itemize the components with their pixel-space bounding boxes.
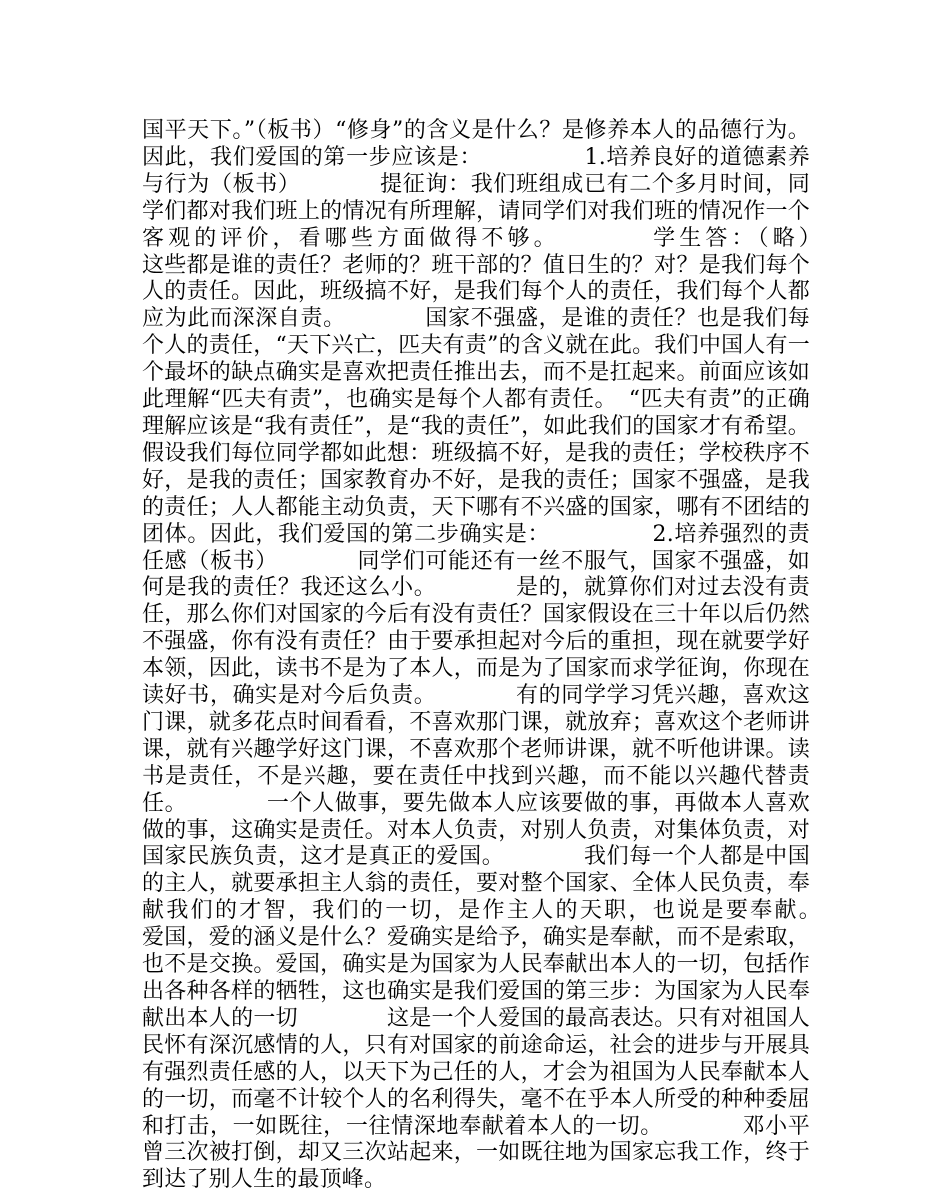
body-paragraph: 国平天下。”（板书）“修身”的含义是什么？是修养本人的品德行为。因此，我们爱国的第一步应该是： 1.培养良好的道德素养与行为（板书） 提征询：我们班组成已有二个多月时间，同学们都对我们班上的情况有所理解，请同学们对我们班的情况作一个客观的评价，看哪些方面做得不够。 学生答：（略） 这些都是谁的责任？老师的？班干部的？值日生的？对？是我们每个人的责任。因此，班级搞不好，是我们每个人的责任，我们每个人都应为此而深深自责。 国家不强盛，是谁的责任？也是我们每个人的责任，“天下兴亡，匹夫有责”的含义就在此。我们中国人有一个最坏的缺点确实是喜欢把责任推出去，而不是扛起来。前面应该如此理解“匹夫有责”，也确实是每个人都有责任。 “匹夫有责”的正确理解应该是“我有责任”，是“我的责任”，如此我们的国家才有希望。假设我们每位同学都如此想：班级搞不好，是我的责任；学校秩序不好，是我的责任；国家教育办不好，是我的责任；国家不强盛，是我的责任；人人都能主动负责，天下哪有不兴盛的国家，哪有不团结的团体。因此，我们爱国的第二步确实是： 2.培养强烈的责任感（板书） 同学们可能还有一丝不服气，国家不强盛，如何是我的责任？我还这么小。 是的，就算你们对过去没有责任，那么你们对国家的今后有没有责任？国家假设在三十年以后仍然不强盛，你有没有责任？由于要承担起对今后的重担，现在就要学好本领，因此，读书不是为了本人，而是为了国家而求学征询，你现在读好书，确实是对今后负责。 有的同学学习凭兴趣，喜欢这门课，就多花点时间看看，不喜欢那门课，就放弃；喜欢这个老师讲课，就有兴趣学好这门课，不喜欢那个老师讲课，就不听他讲课。读书是责任，不是兴趣，要在责任中找到兴趣，而不能以兴趣代替责任。 一个人做事，要先做本人应该要做的事，再做本人喜欢做的事，这确实是责任。对本人负责，对别人负责，对集体负责，对国家民族负责，这才是真正的爱国。 我们每一个人都是中国的主人，就要承担主人翁的责任，要对整个国家、全体人民负责，奉献我们的才智，我们的一切，是作主人的天职，也说是要奉献。 爱国，爱的涵义是什么？爱确实是给予，确实是奉献，而不是索取，也不是交换。爱国，确实是为国家为人民奉献出本人的一切，包括作出各种各样的牺牲，这也确实是我们爱国的第三步：为国家为人民奉献出本人的一切 这是一个人爱国的最高表达。只有对祖国人民怀有深沉感情的人，只有对国家的前途命运，社会的进步与开展具有强烈责任感的人，以天下为己任的人，才会为祖国为人民奉献本人的一切，而毫不计较个人的名利得失，毫不在乎本人所受的种种委屈和打击，一如既往，一往情深地奉献着本人的一切。 邓小平曾三次被打倒，却又三次站起来，一如既往地为国家忘我工作，终于到达了别人生的最顶峰。 bbox=[142, 118, 899, 1193]
